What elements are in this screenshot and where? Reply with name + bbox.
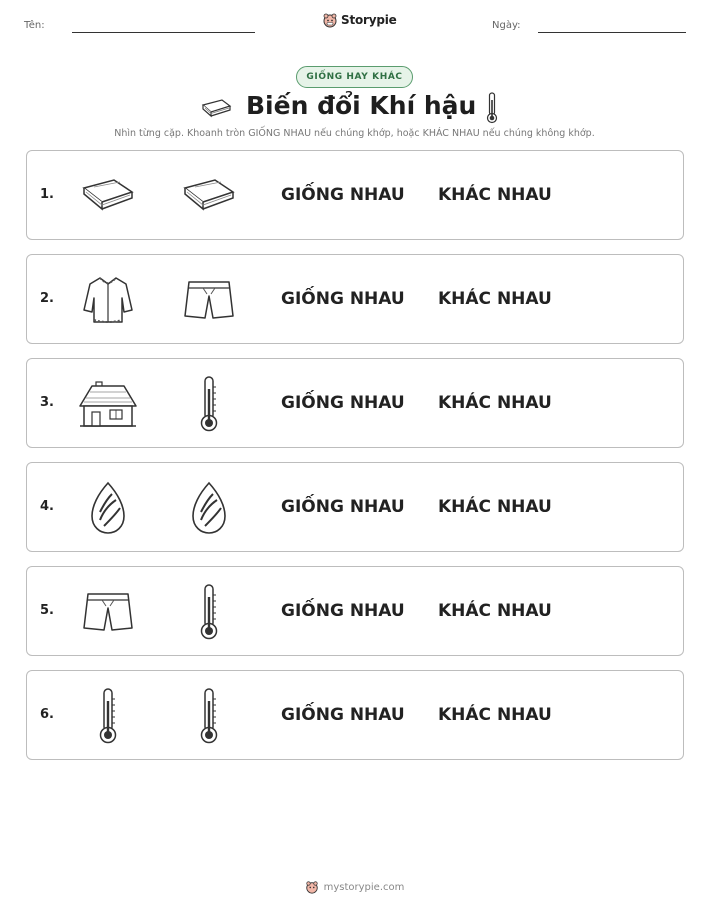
- question-number: 2.: [40, 291, 54, 306]
- same-option[interactable]: GIỐNG NHAU: [281, 185, 405, 205]
- instructions: Nhìn từng cặp. Khoanh tròn GIỐNG NHAU nếu chúng khớp, hoặc KHÁC NHAU nếu chúng không khớp.: [114, 128, 595, 139]
- page-title: Biến đổi Khí hậu: [246, 91, 477, 120]
- logo-text: Storypie: [341, 13, 397, 27]
- question-row-4: [26, 462, 684, 552]
- same-option[interactable]: GIỐNG NHAU: [281, 601, 405, 621]
- question-number: 5.: [40, 603, 54, 618]
- shorts-icon: [179, 270, 239, 330]
- worksheet-type-badge: GIỐNG HAY KHÁC: [296, 66, 413, 88]
- question-number: 1.: [40, 187, 54, 202]
- same-option[interactable]: GIỐNG NHAU: [281, 393, 405, 413]
- question-number: 4.: [40, 499, 54, 514]
- name-label: Tên:: [24, 20, 45, 31]
- question-number: 3.: [40, 395, 54, 410]
- house-icon: [78, 374, 138, 434]
- question-row-2: [26, 254, 684, 344]
- different-option[interactable]: KHÁC NHAU: [438, 601, 552, 621]
- different-option[interactable]: KHÁC NHAU: [438, 289, 552, 309]
- book-icon: [78, 166, 138, 226]
- seed-icon: [179, 478, 239, 538]
- date-label: Ngày:: [492, 20, 521, 31]
- date-line[interactable]: [538, 32, 686, 33]
- seed-icon: [78, 478, 138, 538]
- footer: [0, 880, 709, 894]
- footer-url[interactable]: mystorypie.com: [323, 881, 405, 893]
- thermometer-icon: [78, 686, 138, 746]
- name-line[interactable]: [72, 32, 255, 33]
- thermometer-icon: [179, 374, 239, 434]
- book-icon: [200, 97, 232, 119]
- storypie-logo: [322, 12, 397, 28]
- question-row-1: [26, 150, 684, 240]
- same-option[interactable]: GIỐNG NHAU: [281, 705, 405, 725]
- same-option[interactable]: GIỐNG NHAU: [281, 497, 405, 517]
- different-option[interactable]: KHÁC NHAU: [438, 705, 552, 725]
- book-icon: [179, 166, 239, 226]
- thermometer-icon: [179, 582, 239, 642]
- question-number: 6.: [40, 707, 54, 722]
- different-option[interactable]: KHÁC NHAU: [438, 393, 552, 413]
- winter-coat-icon: [78, 270, 138, 330]
- shorts-icon: [78, 582, 138, 642]
- mascot-icon: [322, 12, 338, 28]
- different-option[interactable]: KHÁC NHAU: [438, 497, 552, 517]
- mascot-icon: [305, 880, 319, 894]
- thermometer-icon: [485, 92, 499, 124]
- question-row-5: [26, 566, 684, 656]
- question-row-3: [26, 358, 684, 448]
- question-row-6: [26, 670, 684, 760]
- title-row: [0, 91, 709, 125]
- same-option[interactable]: GIỐNG NHAU: [281, 289, 405, 309]
- thermometer-icon: [179, 686, 239, 746]
- different-option[interactable]: KHÁC NHAU: [438, 185, 552, 205]
